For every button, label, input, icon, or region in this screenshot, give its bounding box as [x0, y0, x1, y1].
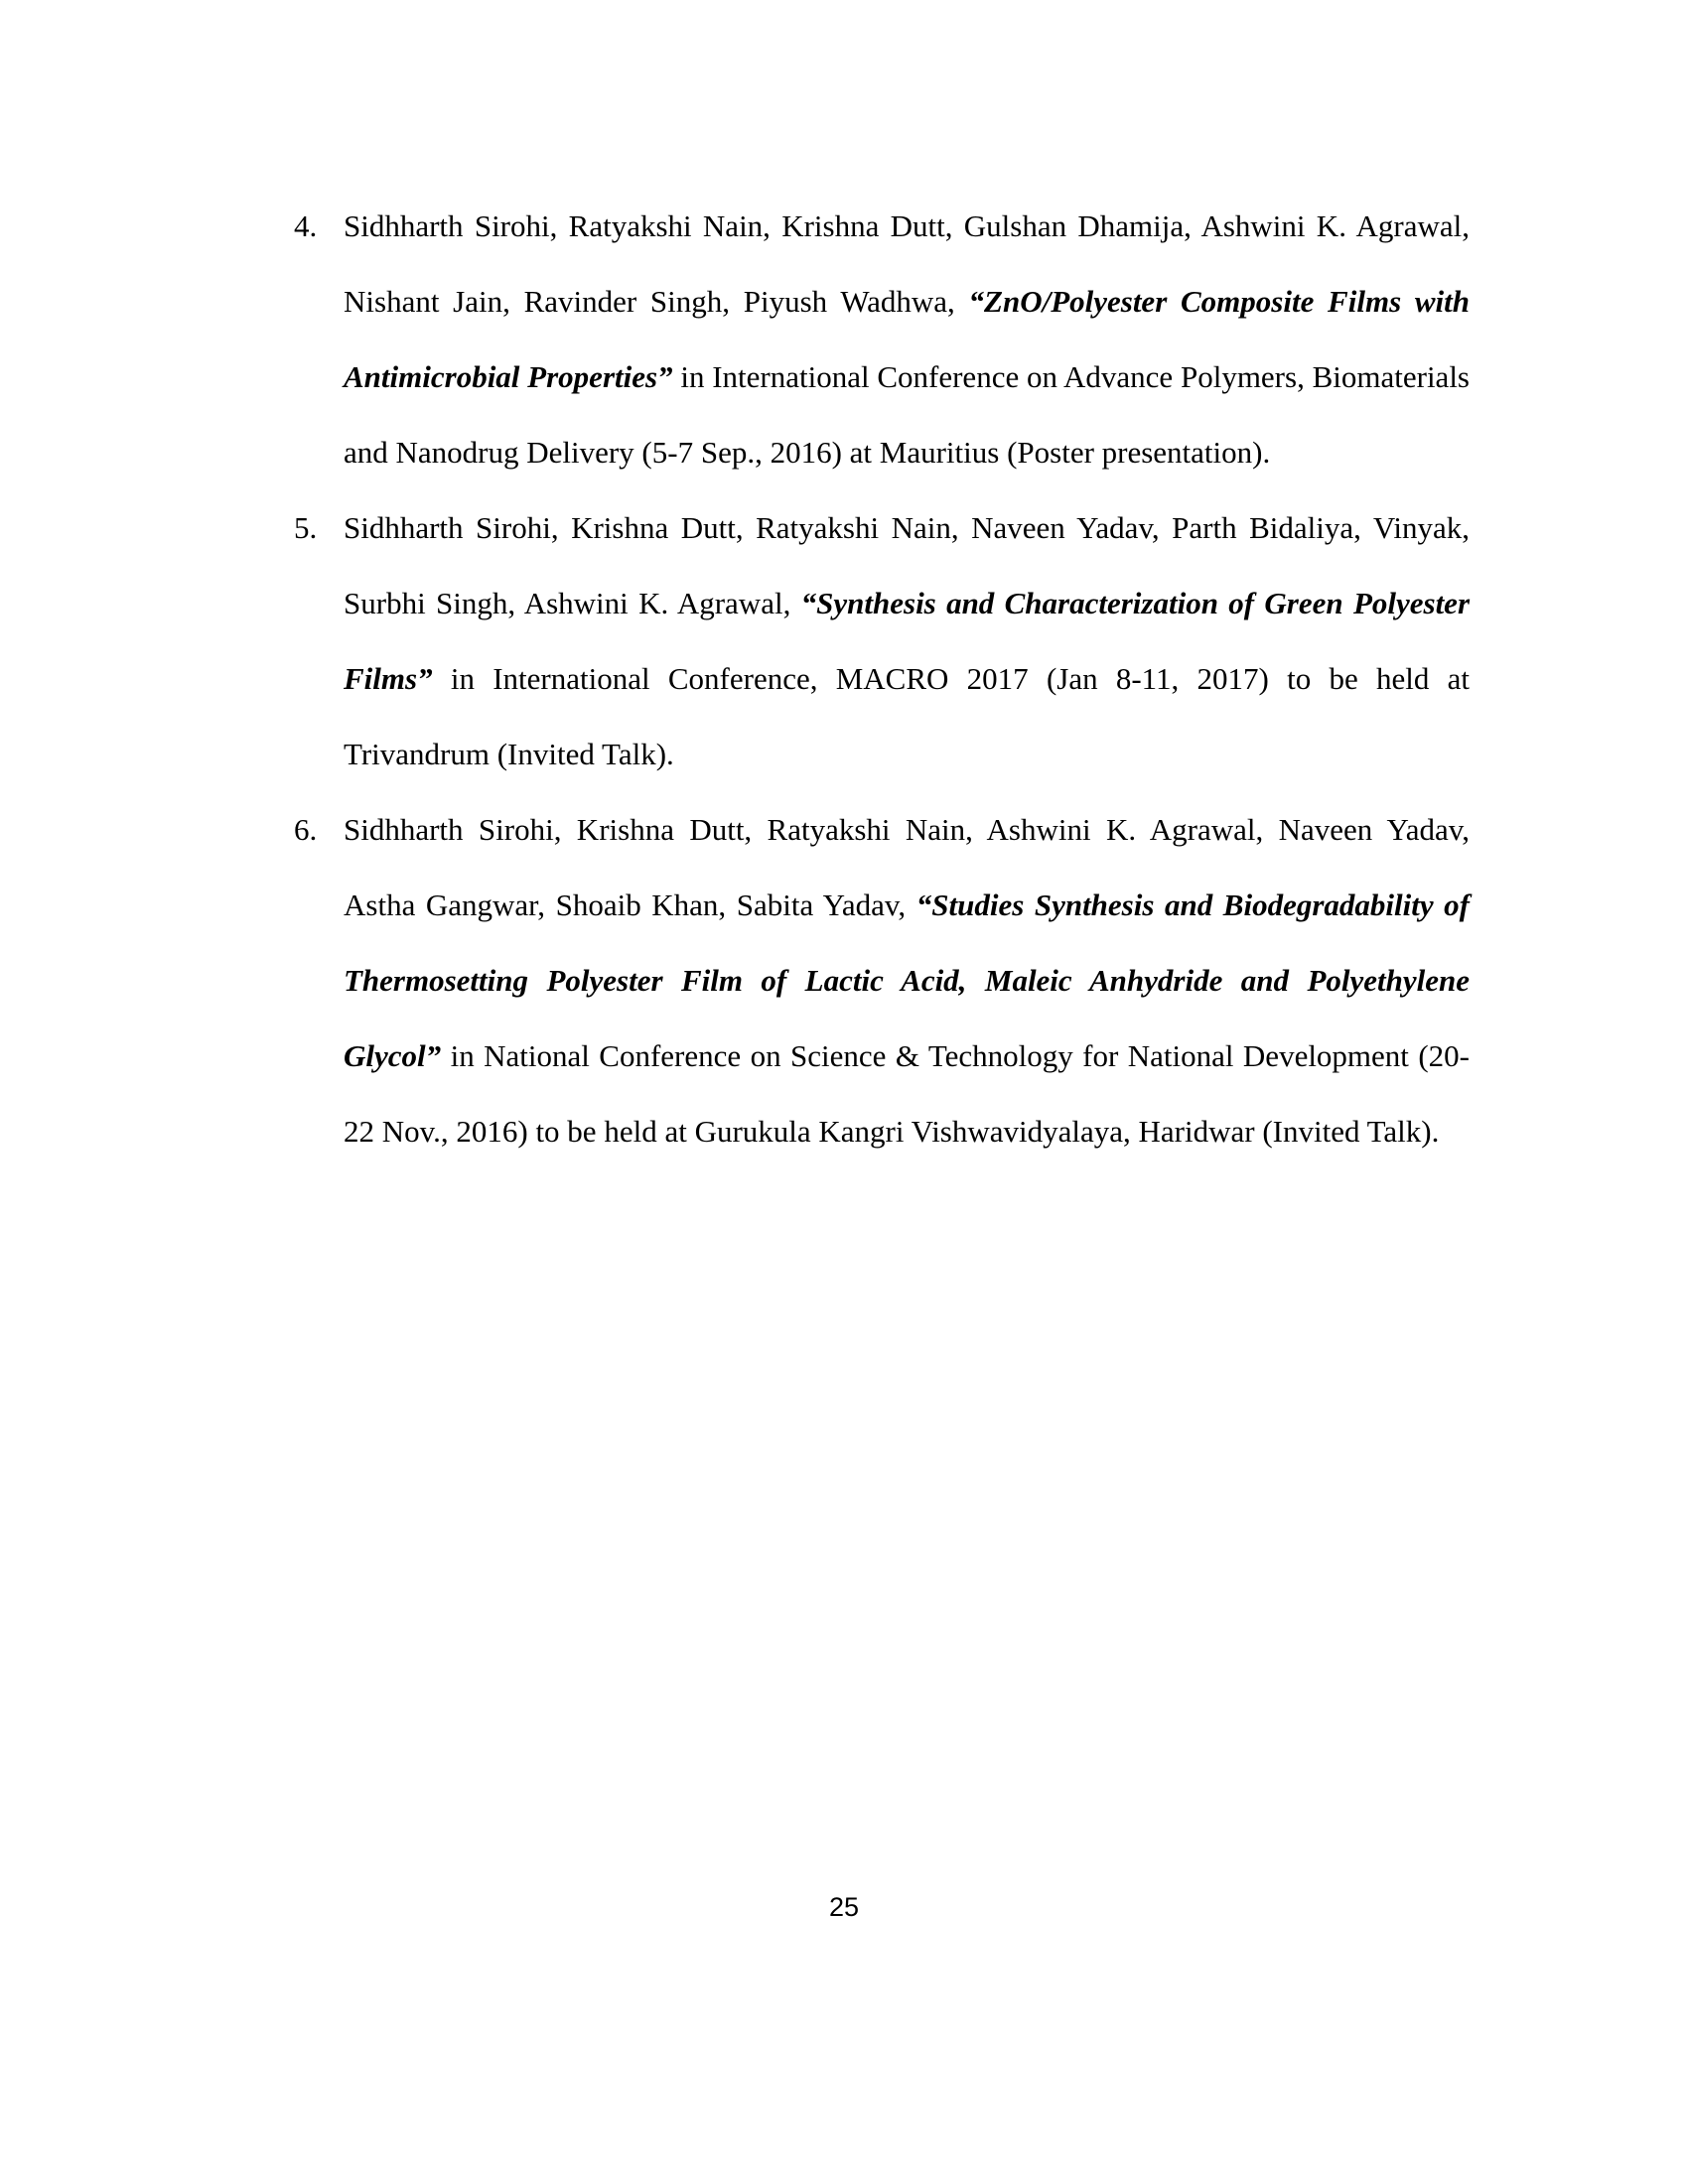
reference-number: 5.	[294, 510, 318, 545]
page-number: 25	[828, 1892, 860, 1922]
reference-title: “Synthesis and Characterization of Green Polyester Films”	[344, 586, 1471, 696]
reference-authors: Sidhharth Sirohi, Krishna Dutt, Ratyakshi Nain, Ashwini K. Agrawal, Naveen Yadav, Astha Gangwar, Shoaib Khan, Sabita Yadav,	[344, 812, 1470, 922]
reference-number: 4.	[294, 208, 318, 243]
reference-venue: in International Conference on Advance Polymers, Biomaterials and Nanodrug Delivery (5-7 Sep., 2016) at Mauritius (Poster presentation).	[344, 359, 1470, 470]
reference-item-6	[294, 792, 1470, 1169]
reference-title: “ZnO/Polyester Composite Films with Antimicrobial Properties”	[344, 284, 1470, 394]
reference-item-5	[294, 490, 1470, 792]
reference-authors: Sidhharth Sirohi, Ratyakshi Nain, Krishna Dutt, Gulshan Dhamija, Ashwini K. Agrawal, Nishant Jain, Ravinder Singh, Piyush Wadhwa,	[344, 208, 1470, 319]
reference-venue: in International Conference, MACRO 2017 (Jan 8-11, 2017) to be held at Trivandrum (Invited Talk).	[344, 661, 1470, 771]
reference-authors: Sidhharth Sirohi, Krishna Dutt, Ratyakshi Nain, Naveen Yadav, Parth Bidaliya, Vinyak, Surbhi Singh, Ashwini K. Agrawal,	[344, 510, 1470, 620]
reference-number: 6.	[294, 812, 318, 847]
reference-title: “Studies Synthesis and Biodegradability of Thermosetting Polyester Film of Lactic Acid, Maleic Anhydride and Polyethylene Glycol”	[344, 887, 1471, 1073]
reference-item-4	[294, 189, 1470, 490]
reference-venue: in National Conference on Science & Technology for National Development (20-22 Nov., 2016) to be held at Gurukula Kangri Vishwavidyalaya, Haridwar (Invited Talk).	[344, 1038, 1471, 1149]
reference-list	[294, 189, 1470, 1169]
